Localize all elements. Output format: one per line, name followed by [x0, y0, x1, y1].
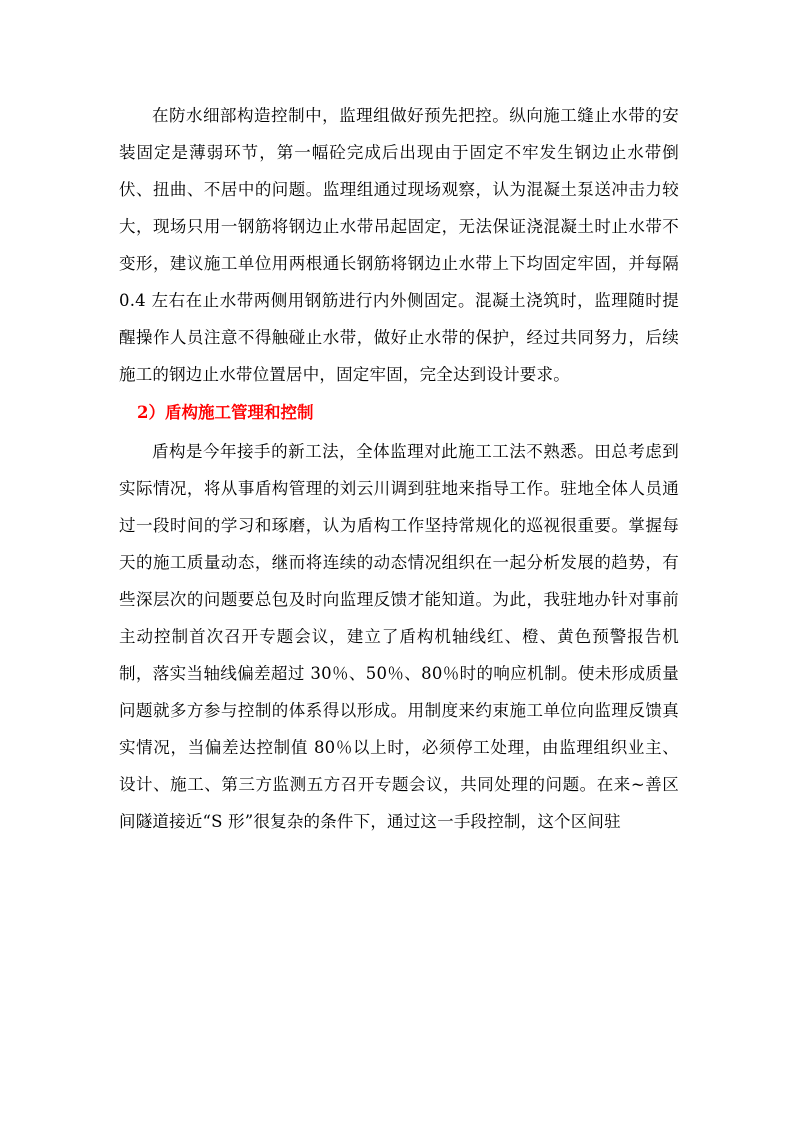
- document-body: [119, 97, 679, 840]
- section-heading-shield-construction: 2）盾构施工管理和控制: [137, 403, 314, 422]
- paragraph-waterproofing: 在防水细部构造控制中，监理组做好预先把控。纵向施工缝止水带的安装固定是薄弱环节，第一幅砼完成后出现由于固定不牢发生钢边止水带倒伏、扭曲、不居中的问题。监理组通过现场观察，认为混凝土泵送冲击力较大，现场只用一钢筋将钢边止水带吊起固定，无法保证浇混凝土时止水带不变形，建议施工单位用两根通长钢筋将钢边止水带上下均固定牢固，并每隔 0.4 左右在止水带两侧用钢筋进行内外侧固定。混凝土浇筑时，监理随时提醒操作人员注意不得触碰止水带，做好止水带的保护，经过共同努力，后续施工的钢边止水带位置居中，固定牢固，完全达到设计要求。: [119, 106, 679, 384]
- paragraph-shield-construction: 盾构是今年接手的新工法，全体监理对此施工工法不熟悉。田总考虑到实际情况，将从事盾构管理的刘云川调到驻地来指导工作。驻地全体人员通过一段时间的学习和琢磨，认为盾构工作坚持常规化的巡视很重要。掌握每天的施工质量动态，继而将连续的动态情况组织在一起分析发展的趋势，有些深层次的问题要总包及时向监理反馈才能知道。为此，我驻地办针对事前主动控制首次召开专题会议，建立了盾构机轴线红、橙、黄色预警报告机制，落实当轴线偏差超过 30％、50％、80％时的响应机制。使未形成质量问题就多方参与控制的体系得以形成。用制度来约束施工单位向监理反馈真实情况，当偏差达控制值 80％以上时，必须停工处理，由监理组织业主、设计、施工、第三方监测五方召开专题会议，共同处理的问题。在来~善区间隧道接近“S 形”很复杂的条件下，通过这一手段控制，这个区间驻: [119, 442, 679, 831]
